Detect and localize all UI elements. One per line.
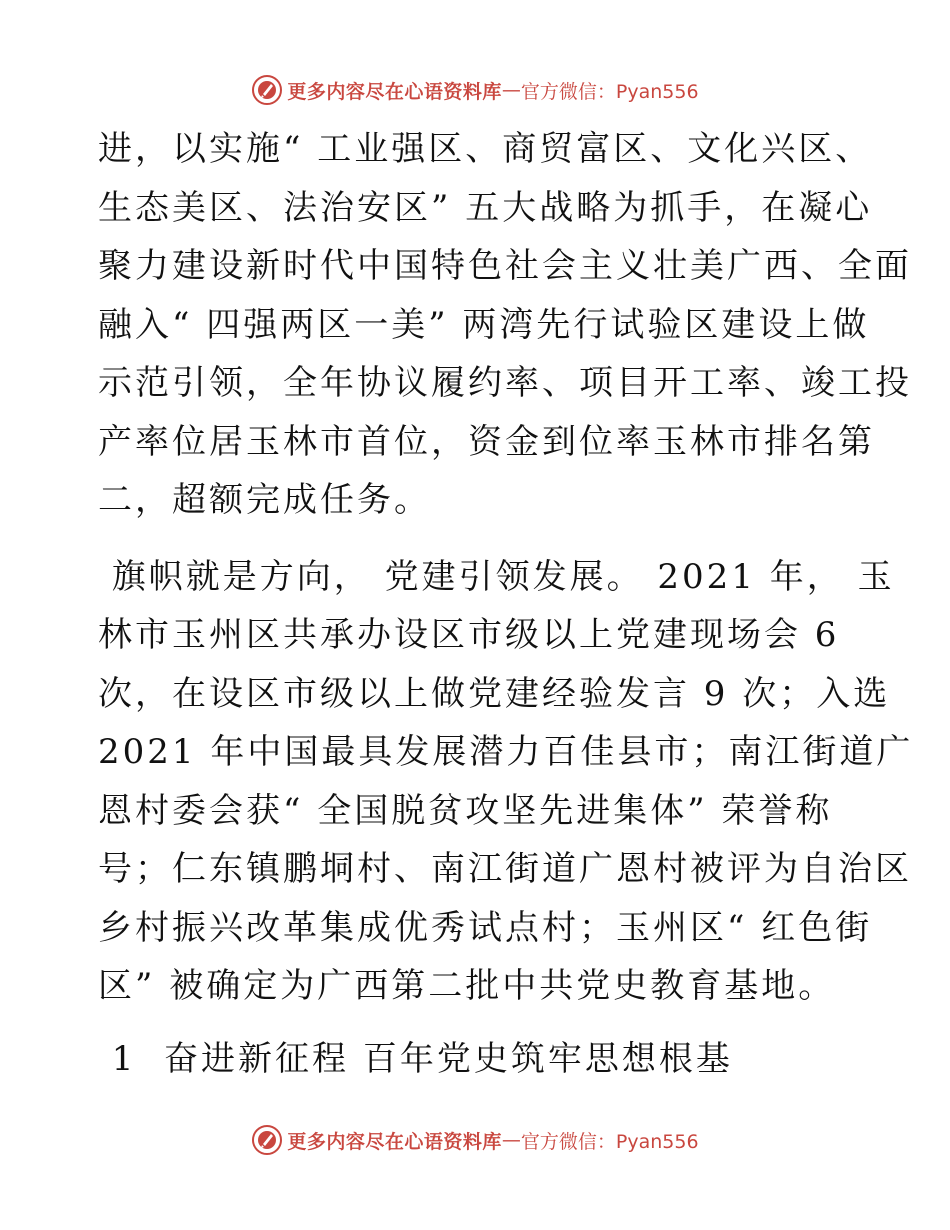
- watermark-main-text: 更多内容尽在心语资料库: [287, 80, 502, 103]
- text-line: 林市玉州区共承办设区市级以上党建现场会 6: [98, 615, 840, 655]
- text-line: 聚力建设新时代中国特色社会主义壮美广西、全面: [98, 246, 912, 286]
- section-heading: 1 奋进新征程 百年党史筑牢思想根基: [98, 1038, 733, 1079]
- paragraph-2: [98, 548, 914, 1016]
- watermark-wechat-text: 官方微信：Pyan556: [520, 80, 699, 103]
- text-line: 示范引领，全年协议履约率、项目开工率、竣工投: [98, 363, 912, 403]
- watermark-separator: —: [501, 79, 521, 101]
- watermark-banner-bottom: [0, 1120, 950, 1160]
- watermark-main-text: 更多内容尽在心语资料库: [287, 1130, 502, 1153]
- text-line: 次，在设区市级以上做党建经验发言 9 次；入选: [98, 673, 891, 714]
- text-line: 区” 被确定为广西第二批中共党史教育基地。: [98, 966, 836, 1006]
- text-line: 二，超额完成任务。: [98, 480, 431, 520]
- text-line: 2021 年中国最具发展潜力百佳县市；南江街道广: [98, 732, 914, 772]
- text-line: 旗帜就是方向， 党建引领发展。 2021 年， 玉: [98, 556, 895, 597]
- document-body: [98, 120, 914, 1088]
- text-line: 乡村振兴改革集成优秀试点村；玉州区“ 红色街: [98, 907, 873, 948]
- watermark-separator: —: [501, 1129, 521, 1151]
- text-line: 融入“ 四强两区一美” 两湾先行试验区建设上做: [98, 304, 870, 345]
- paragraph-1: [98, 120, 912, 530]
- text-line: 生态美区、法治安区” 五大战略为抓手，在凝心: [98, 187, 873, 228]
- watermark-banner-top: [0, 70, 950, 110]
- watermark-wechat-text: 官方微信：Pyan556: [520, 1130, 699, 1153]
- text-line: 号；仁东镇鹏垌村、南江街道广恩村被评为自治区: [98, 849, 912, 889]
- text-line: 进，以实施“ 工业强区、商贸富区、文化兴区、: [98, 129, 873, 169]
- text-line: 恩村委会获“ 全国脱贫攻坚先进集体” 荣誉称: [98, 790, 833, 831]
- pen-logo-icon: [251, 74, 283, 106]
- text-line: 产率位居玉林市首位，资金到位率玉林市排名第: [98, 421, 875, 462]
- pen-logo-icon: [251, 1124, 283, 1156]
